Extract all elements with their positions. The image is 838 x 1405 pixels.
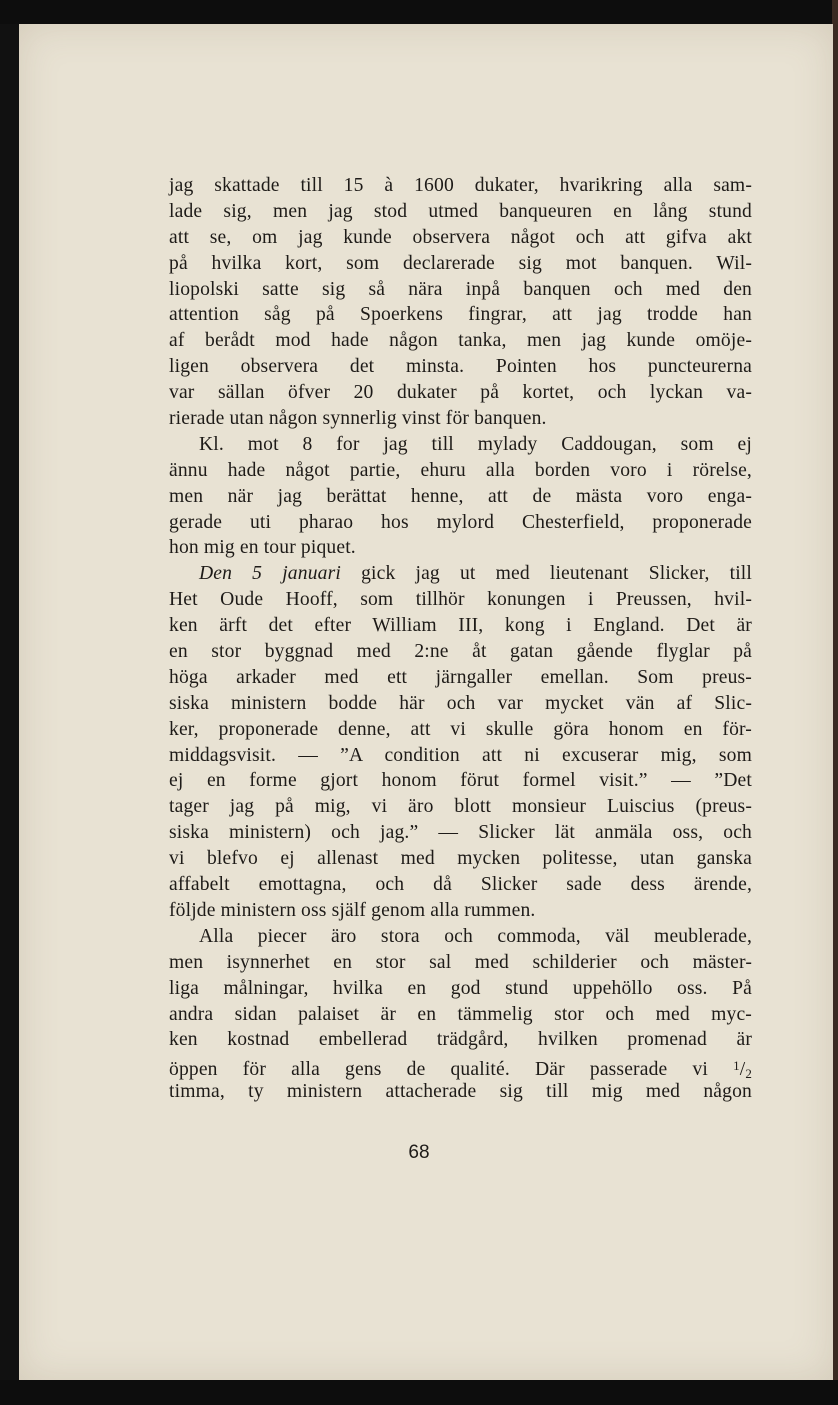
text-line: affabelt emottagna, och då Slicker sade dess ärende,	[169, 874, 752, 896]
fraction: $^1$/2	[733, 1058, 752, 1082]
text-line: höga arkader med ett järngaller emellan. Som preus-	[169, 666, 752, 688]
text-line-dated	[169, 561, 752, 587]
text-line: andra sidan palaiset är en tämmelig stor och med myc-	[169, 1003, 752, 1025]
text-line: en stor byggnad med 2:ne åt gatan gående flyglar på	[169, 641, 752, 663]
text-line: attention såg på Spoerkens fingrar, att jag trodde han	[169, 304, 752, 326]
text-line: gerade uti pharao hos mylord Chesterfield, proponerade	[169, 511, 752, 533]
text-line-rest: gick jag ut med lieutenant Slicker, till	[361, 563, 752, 585]
scan-border-bottom	[0, 1380, 838, 1405]
text-line: ken kostnad embellerad trädgård, hvilken promenad är	[169, 1029, 752, 1051]
text-line: ker, proponerade denne, att vi skulle göra honom en för-	[169, 718, 752, 740]
page-number: 68	[408, 1142, 430, 1163]
scan-border-top	[0, 0, 838, 24]
text-line: ännu hade något partie, ehuru alla borden voro i rörelse,	[169, 459, 752, 481]
text-line: ligen observera det minsta. Pointen hos puncteurerna	[169, 356, 752, 378]
text-line: att se, om jag kunde observera något och att gifva akt	[169, 226, 752, 248]
text-line-start: öppen för alla gens de qualité. Där passerade vi	[169, 1059, 708, 1081]
text-line: siska ministern) och jag.” — Slicker lät anmäla oss, och	[169, 822, 752, 844]
text-line: jag skattade till 15 à 1600 dukater, hvarikring alla sam-	[169, 175, 752, 196]
text-line: Het Oude Hooff, som tillhör konungen i Preussen, hvil-	[169, 589, 752, 611]
text-line: siska ministern bodde här och var mycket vän af Slic-	[169, 692, 752, 714]
text-line: ken ärft det efter William III, kong i England. Det är	[169, 615, 752, 637]
text-line: Alla piecer äro stora och commoda, väl meublerade,	[199, 925, 752, 947]
text-line: middagsvisit. — ”A condition att ni excuserar mig, som	[169, 744, 752, 766]
text-line: vi blefvo ej allenast med mycken politesse, utan ganska	[169, 848, 752, 870]
fraction-denominator: 2	[745, 1066, 752, 1082]
text-line: af berådt mod hade någon tanka, men jag kunde omöje-	[169, 330, 752, 352]
text-line: men isynnerhet en stor sal med schilderier och mäster-	[169, 951, 752, 973]
text-line: liga målningar, hvilka en god stund uppehöllo oss. På	[169, 977, 752, 999]
text-line: på hvilka kort, som declarerade sig mot banquen. Wil-	[169, 252, 752, 274]
text-line: rierade utan någon synnerlig vinst för banquen.	[169, 408, 547, 430]
text-line: hon mig en tour piquet.	[169, 537, 356, 559]
text-line: var sällan öfver 20 dukater på kortet, och lyckan va-	[169, 382, 752, 404]
text-line: Kl. mot 8 for jag till mylady Caddougan, som ej	[199, 433, 752, 455]
text-line: lade sig, men jag stod utmed banqueuren en lång stund	[169, 200, 752, 222]
text-line: timma, ty ministern attacherade sig till mig med någon	[169, 1081, 752, 1103]
text-line-fraction	[169, 1053, 752, 1082]
text-line: följde ministern oss själf genom alla rummen.	[169, 899, 536, 921]
body-text	[169, 173, 752, 1105]
fraction-numerator: 1	[733, 1058, 740, 1074]
text-line: ej en forme gjort honom förut formel visit.” — ”Det	[169, 770, 752, 792]
date-heading: Den 5 januari	[199, 563, 341, 585]
text-line: tager jag på mig, vi äro blott monsieur Luiscius (preus-	[169, 796, 752, 818]
text-line: men när jag berättat henne, att de mästa voro enga-	[169, 485, 752, 507]
text-line: liopolski satte sig så nära inpå banquen och med den	[169, 278, 752, 300]
